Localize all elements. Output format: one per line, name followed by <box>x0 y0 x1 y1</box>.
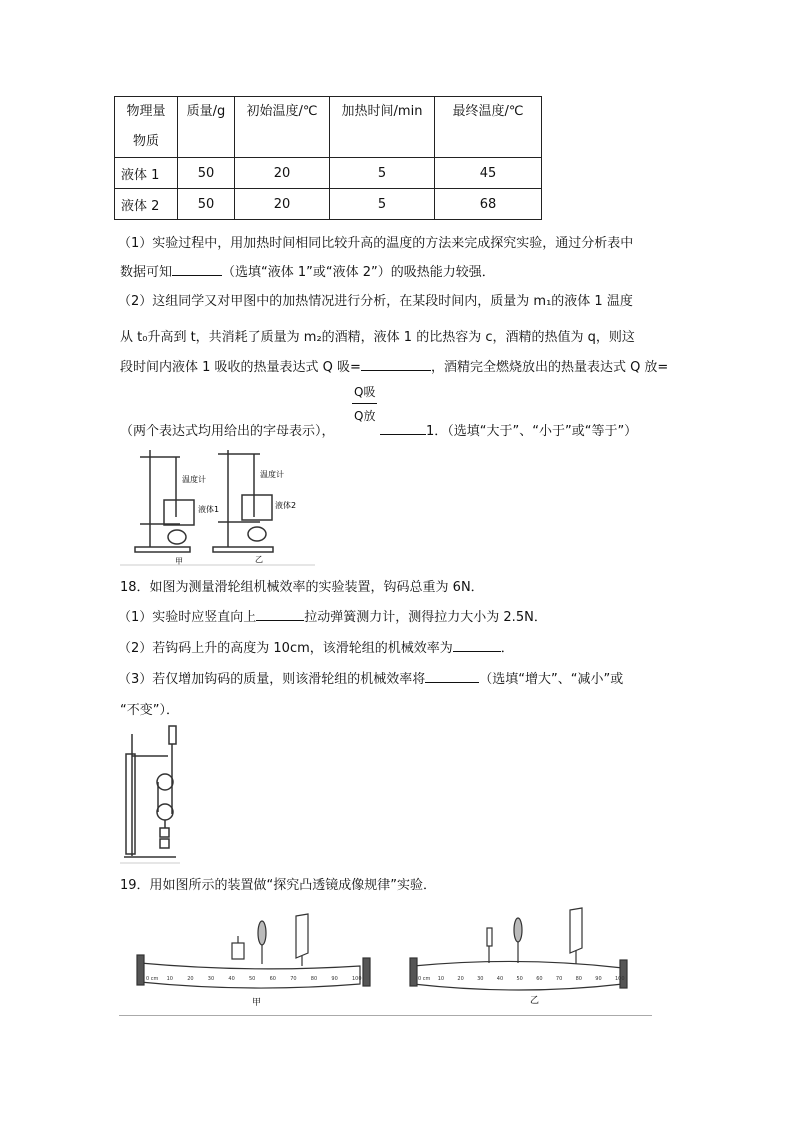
text: （选填“增大”、“减小”或 <box>479 672 624 687</box>
label-yi: 乙 <box>255 555 263 564</box>
scale-label: 100 <box>615 976 625 982</box>
text: （3）若仅增加钩码的质量，则该滑轮组的机械效率将 <box>118 672 426 687</box>
fraction-numerator: Q吸 <box>352 383 377 404</box>
scale-label: 40 <box>496 976 504 982</box>
scale-label: 30 <box>477 976 484 982</box>
lens-bench-figure <box>120 898 655 1013</box>
scale-label: 70 <box>555 976 563 982</box>
table-row <box>115 158 542 189</box>
header-cell: 加热时间/min <box>330 97 435 158</box>
table-cell: 45 <box>435 158 542 189</box>
table-cell: 5 <box>330 189 435 220</box>
label-liquid1: 液体1 <box>198 505 220 514</box>
header-text: 物理量 <box>126 104 166 119</box>
answer-blank[interactable] <box>453 638 501 652</box>
scale-label: 90 <box>595 976 602 982</box>
header-cell: 初始温度/℃ <box>235 97 330 158</box>
table-cell: 68 <box>435 189 542 220</box>
pulley-apparatus-figure <box>120 724 182 864</box>
q17-p2-line3 <box>120 356 668 375</box>
scale-label: 50 <box>249 976 256 982</box>
q17-p2-line4b <box>380 420 637 439</box>
label-yi: 乙 <box>530 996 540 1006</box>
table-cell: 液体 1 <box>115 158 178 189</box>
scale-label: 20 <box>457 976 464 982</box>
scale-label: 10 <box>437 976 445 982</box>
text: （选填“液体 1”或“液体 2”）的吸热能力较强． <box>222 265 495 280</box>
divider <box>119 1015 652 1016</box>
scale-label: 80 <box>575 976 582 982</box>
text: 1．（选填“大于”、“小于”或“等于”） <box>426 424 638 439</box>
text: ． <box>500 641 514 656</box>
scale-label: 40 <box>228 976 235 982</box>
fraction-denominator: Q放 <box>354 409 376 423</box>
answer-blank[interactable] <box>172 262 222 276</box>
fraction <box>352 383 377 424</box>
text: （1）实验时应竖直向上 <box>118 610 257 625</box>
answer-blank[interactable] <box>380 421 426 435</box>
q18-p1 <box>118 606 547 625</box>
table-cell: 5 <box>330 158 435 189</box>
label-jia: 甲 <box>252 998 262 1008</box>
label-thermometer: 温度计 <box>260 470 284 479</box>
scale-label: 70 <box>290 976 297 982</box>
scale-label: 0 cm <box>418 976 431 982</box>
text: （2）若钩码上升的高度为 10cm，该滑轮组的机械效率为 <box>118 641 453 656</box>
q17-p1-line2 <box>120 261 495 280</box>
heating-apparatus-figure <box>120 442 320 566</box>
scale-label: 90 <box>331 976 338 982</box>
answer-blank[interactable] <box>361 357 431 371</box>
table-cell: 液体 2 <box>115 189 178 220</box>
q17-p2-line1: （2）这组同学又对甲图中的加热情况进行分析，在某段时间内，质量为 m₁的液体 1 温度 <box>118 294 633 309</box>
q19-title: 19．用如图所示的装置做“探究凸透镜成像规律”实验． <box>120 878 437 893</box>
q18-title: 18．如图为测量滑轮组机械效率的实验装置，钩码总重为 6N． <box>120 580 484 595</box>
scale-label: 30 <box>207 976 215 982</box>
q18-p2 <box>118 637 514 656</box>
text: 段时间内液体 1 吸收的热量表达式 Q 吸= <box>120 360 361 375</box>
text: 数据可知 <box>120 265 173 280</box>
q17-p1-line1: （1）实验过程中，用加热时间相同比较升高的温度的方法来完成探究实验，通过分析表中 <box>118 236 634 251</box>
table-cell: 50 <box>178 158 235 189</box>
scale-label: 0 cm <box>146 976 159 982</box>
q17-p2-line4a: （两个表达式均用给出的字母表示）， <box>120 424 335 439</box>
table-cell: 50 <box>178 189 235 220</box>
q17-p2-line2: 从 t₀升高到 t，共消耗了质量为 m₂的酒精，液体 1 的比热容为 c，酒精的热值为 q，则这 <box>120 330 635 345</box>
header-text: 物质 <box>132 134 159 149</box>
scale-label: 50 <box>516 976 523 982</box>
label-liquid2: 液体2 <box>275 501 297 510</box>
scale-label: 10 <box>166 976 173 982</box>
table-cell: 20 <box>235 189 330 220</box>
table-row <box>115 189 542 220</box>
scale-label: 60 <box>269 976 276 982</box>
scale-label: 60 <box>536 976 543 982</box>
table-cell: 20 <box>235 158 330 189</box>
answer-blank[interactable] <box>256 607 304 621</box>
header-cell <box>115 97 178 158</box>
q18-p3 <box>118 668 623 687</box>
scale-label: 80 <box>310 976 318 982</box>
scale-label: 20 <box>187 976 194 982</box>
scale-label: 100 <box>352 976 362 982</box>
table-header-row <box>115 97 542 158</box>
q18-p3-cont: “不变”）． <box>120 703 179 718</box>
text: ，酒精完全燃烧放出的热量表达式 Q 放= <box>430 360 669 375</box>
answer-blank[interactable] <box>425 669 479 683</box>
label-jia: 甲 <box>175 557 183 566</box>
text: 拉动弹簧测力计，测得拉力大小为 2.5N． <box>304 610 547 625</box>
header-cell: 质量/g <box>178 97 235 158</box>
label-thermometer: 温度计 <box>182 475 206 484</box>
data-table <box>114 96 542 220</box>
header-cell: 最终温度/℃ <box>435 97 542 158</box>
